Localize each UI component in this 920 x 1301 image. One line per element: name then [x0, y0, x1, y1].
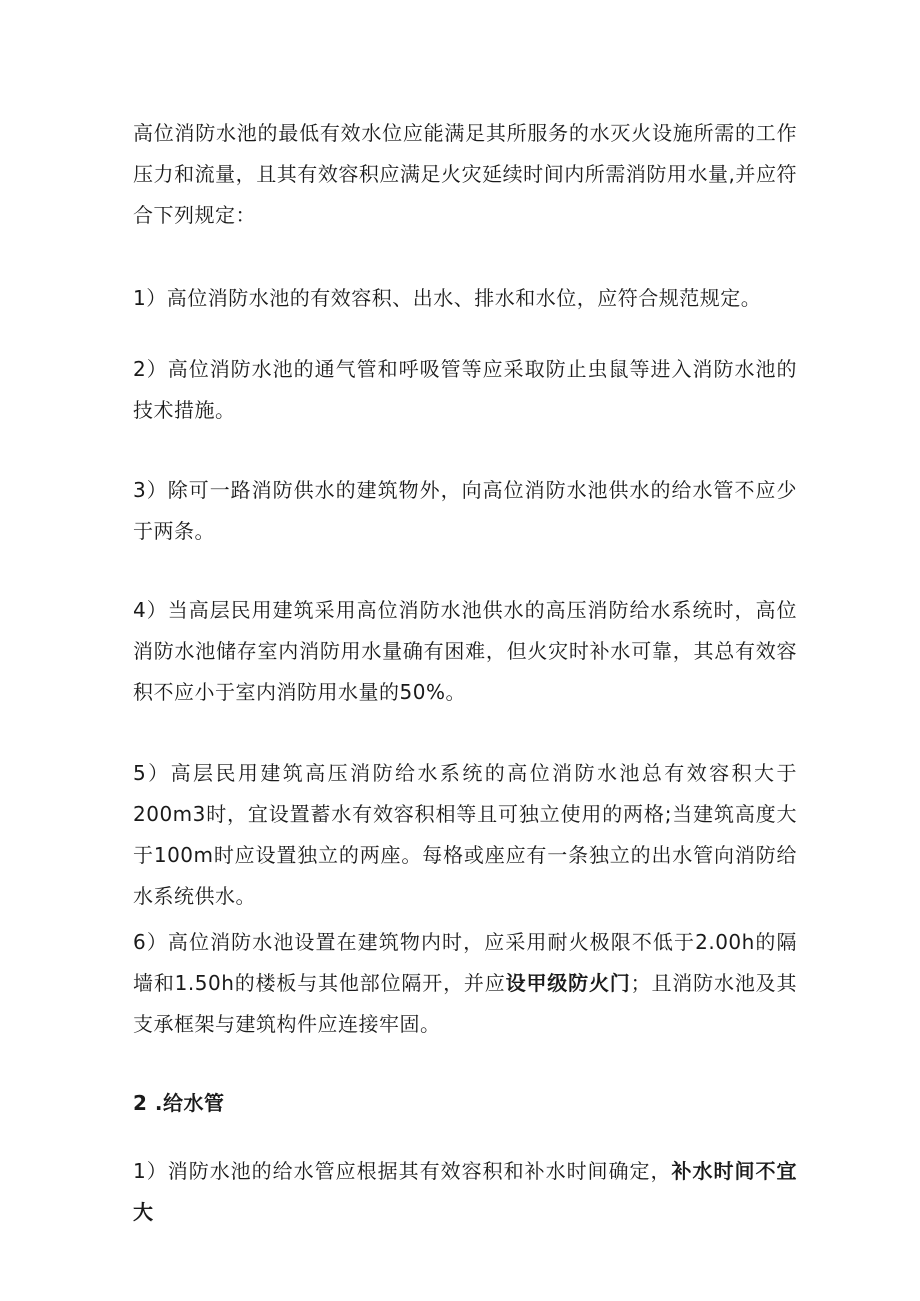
item-6-text-a: 6）高位消防水池设置在建筑物内时，应采用耐火极限不低于2.00h的隔墙和1.50h的楼板与其他部位隔开，并应	[133, 930, 797, 995]
section-heading: 2 .给水管	[133, 1091, 225, 1115]
item-1-paragraph	[133, 278, 797, 319]
item-5-paragraph	[133, 753, 797, 917]
intro-text: 高位消防水池的最低有效水位应能满足其所服务的水灭火设施所需的工作压力和流量，且其有效容积应满足火灾延续时间内所需消防用水量,并应符合下列规定：	[133, 121, 797, 227]
item-6-paragraph	[133, 922, 797, 1045]
item-3-paragraph	[133, 470, 797, 552]
item-2-text: 2）高位消防水池的通气管和呼吸管等应采取防止虫鼠等进入消防水池的技术措施。	[133, 357, 797, 422]
item-2-paragraph	[133, 349, 797, 431]
last-bold-text: 补水时间不宜大	[133, 1159, 797, 1224]
item-3-text: 3）除可一路消防供水的建筑物外，向高位消防水池供水的给水管不应少于两条。	[133, 478, 797, 543]
intro-paragraph	[133, 113, 797, 236]
item-1-text: 1）高位消防水池的有效容积、出水、排水和水位，应符合规范规定。	[133, 286, 762, 310]
item-5-text: 5）高层民用建筑高压消防给水系统的高位消防水池总有效容积大于200m3时，宜设置蓄水有效容积相等且可独立使用的两格;当建筑高度大于100m时应设置独立的两座。每格或座应有一条独立的出水管向消防给水系统供水。	[133, 761, 797, 908]
item-4-paragraph	[133, 590, 797, 713]
item-4-text: 4）当高层民用建筑采用高位消防水池供水的高压消防给水系统时，高位消防水池储存室内消防用水量确有困难，但火灾时补水可靠，其总有效容积不应小于室内消防用水量的50%。	[133, 598, 797, 704]
item-6-bold-text: 设甲级防火门	[505, 971, 631, 995]
last-text-a: 1）消防水池的给水管应根据其有效容积和补水时间确定，	[133, 1159, 672, 1183]
last-paragraph	[133, 1151, 797, 1233]
item-6-text-b: ；且消防水池及其支承框架与建筑构件应连接牢固。	[133, 971, 798, 1036]
